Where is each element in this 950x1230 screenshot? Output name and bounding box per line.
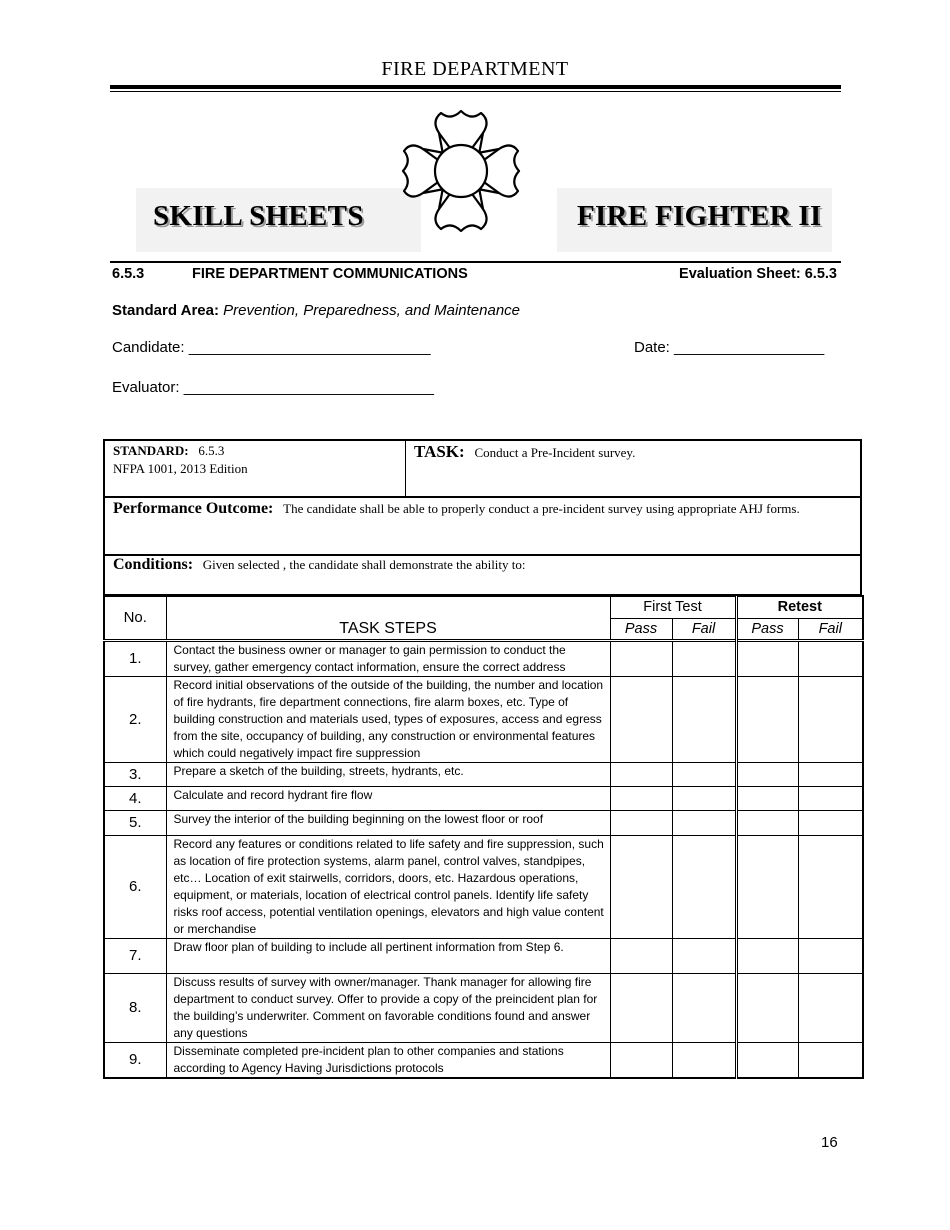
table-row (104, 973, 863, 1042)
table-row (104, 810, 863, 835)
retest-fail-cell[interactable] (798, 640, 863, 676)
first-pass-cell[interactable] (610, 938, 672, 973)
header-retest-pass: Pass (736, 618, 798, 640)
retest-fail-cell[interactable] (798, 1042, 863, 1078)
retest-pass-cell[interactable] (736, 835, 798, 938)
header-retest-fail: Fail (798, 618, 863, 640)
department-title: FIRE DEPARTMENT (381, 58, 569, 80)
header-rule-thin (110, 91, 841, 92)
standard-box-divider (405, 441, 406, 497)
retest-pass-cell[interactable] (736, 938, 798, 973)
first-fail-cell[interactable] (672, 835, 736, 938)
retest-fail-cell[interactable] (798, 810, 863, 835)
step-number: 6. (104, 835, 166, 938)
step-text: Survey the interior of the building beginning on the lowest floor or roof (166, 810, 610, 835)
performance-box (103, 496, 862, 556)
step-text: Discuss results of survey with owner/manager. Thank manager for allowing fire department to conduct survey. Offer to provide a copy of the preincident plan for the building’s underwriter. Comment on favorable conditions found and answer any questions (166, 973, 610, 1042)
conditions-box (103, 554, 862, 596)
retest-pass-cell[interactable] (736, 786, 798, 810)
conditions-line (113, 556, 526, 574)
header-rule-thick (110, 85, 841, 89)
retest-fail-cell[interactable] (798, 676, 863, 762)
banner-skill-sheets: SKILL SHEETS (153, 200, 364, 232)
performance-label: Performance Outcome: (113, 500, 274, 517)
retest-pass-cell[interactable] (736, 810, 798, 835)
retest-pass-cell[interactable] (736, 676, 798, 762)
standard-edition: NFPA 1001, 2013 Edition (113, 461, 248, 476)
table-row (104, 1042, 863, 1078)
standard-area-value: Prevention, Preparedness, and Maintenance (223, 302, 521, 319)
first-fail-cell[interactable] (672, 1042, 736, 1078)
first-pass-cell[interactable] (610, 1042, 672, 1078)
page-number: 16 (821, 1134, 838, 1151)
table-row (104, 938, 863, 973)
section-title: FIRE DEPARTMENT COMMUNICATIONS (192, 266, 468, 282)
first-fail-cell[interactable] (672, 810, 736, 835)
header-first-test: First Test (610, 596, 736, 618)
evaluation-sheet-label: Evaluation Sheet: 6.5.3 (679, 266, 837, 282)
first-pass-cell[interactable] (610, 676, 672, 762)
task-line (414, 442, 635, 462)
header-first-pass: Pass (610, 618, 672, 640)
table-row (104, 835, 863, 938)
retest-pass-cell[interactable] (736, 640, 798, 676)
first-pass-cell[interactable] (610, 810, 672, 835)
header-task-steps: TASK STEPS (166, 596, 610, 640)
section-number: 6.5.3 (112, 266, 145, 282)
first-pass-cell[interactable] (610, 786, 672, 810)
table-row (104, 786, 863, 810)
candidate-field[interactable]: Candidate: _____________________________ (112, 339, 431, 356)
header-no: No. (104, 596, 166, 640)
first-pass-cell[interactable] (610, 762, 672, 786)
first-pass-cell[interactable] (610, 640, 672, 676)
table-row (104, 762, 863, 786)
retest-pass-cell[interactable] (736, 973, 798, 1042)
conditions-text: Given selected , the candidate shall demonstrate the ability to: (202, 557, 526, 572)
standard-area-label: Standard Area: (112, 302, 219, 319)
retest-fail-cell[interactable] (798, 938, 863, 973)
header-first-fail: Fail (672, 618, 736, 640)
step-number: 1. (104, 640, 166, 676)
step-number: 3. (104, 762, 166, 786)
retest-fail-cell[interactable] (798, 786, 863, 810)
task-value: Conduct a Pre-Incident survey. (474, 445, 636, 460)
conditions-label: Conditions: (113, 556, 194, 573)
task-label: TASK: (414, 442, 465, 461)
step-text: Draw floor plan of building to include all pertinent information from Step 6. (166, 938, 610, 973)
step-text: Record initial observations of the outside of the building, the number and location of fire hydrants, fire department connections, fire alarm boxes, etc. Type of building construction and materials used, types of exposures, access and egress from the site, occupancy of building, any construction or environmental features which could negatively impact fire suppression (166, 676, 610, 762)
performance-text: The candidate shall be able to properly conduct a pre-incident survey using appropriate AHJ forms. (283, 501, 800, 516)
first-fail-cell[interactable] (672, 973, 736, 1042)
first-pass-cell[interactable] (610, 835, 672, 938)
retest-pass-cell[interactable] (736, 762, 798, 786)
step-text: Contact the business owner or manager to gain permission to conduct the survey, gather emergency contact information, ensure the correct address (166, 640, 610, 676)
retest-fail-cell[interactable] (798, 762, 863, 786)
standard-area (112, 302, 520, 319)
step-text: Disseminate completed pre-incident plan to other companies and stations according to Agency Having Jurisdictions protocols (166, 1042, 610, 1078)
task-steps-table (103, 595, 864, 1079)
retest-fail-cell[interactable] (798, 973, 863, 1042)
step-number: 7. (104, 938, 166, 973)
step-text: Prepare a sketch of the building, streets, hydrants, etc. (166, 762, 610, 786)
maltese-cross-icon (400, 108, 522, 234)
step-number: 2. (104, 676, 166, 762)
table-row (104, 640, 863, 676)
section-rule (110, 261, 841, 263)
first-fail-cell[interactable] (672, 762, 736, 786)
standard-line (113, 443, 224, 459)
step-number: 8. (104, 973, 166, 1042)
evaluator-field[interactable]: Evaluator: ______________________________ (112, 379, 434, 396)
performance-line (113, 500, 800, 518)
first-fail-cell[interactable] (672, 640, 736, 676)
banner-fire-fighter: FIRE FIGHTER II (577, 200, 822, 232)
standard-label: STANDARD: (113, 443, 189, 458)
step-number: 4. (104, 786, 166, 810)
step-text: Record any features or conditions related to life safety and fire suppression, such as location of fire protection systems, alarm panel, control valves, standpipes, etc… Location of exit stairwells, corridors, doors, etc. Hazardous operations, equipment, or materials, location of electrical control panels. Identify life safety risks roof access, potential ventilation openings, elevators and high value content or merchandise (166, 835, 610, 938)
first-fail-cell[interactable] (672, 938, 736, 973)
date-field[interactable]: Date: __________________ (634, 339, 825, 356)
first-fail-cell[interactable] (672, 676, 736, 762)
first-pass-cell[interactable] (610, 973, 672, 1042)
step-number: 9. (104, 1042, 166, 1078)
step-text: Calculate and record hydrant fire flow (166, 786, 610, 810)
table-row (104, 676, 863, 762)
first-fail-cell[interactable] (672, 786, 736, 810)
step-number: 5. (104, 810, 166, 835)
standard-number: 6.5.3 (198, 443, 225, 458)
retest-fail-cell[interactable] (798, 835, 863, 938)
standard-box (103, 439, 862, 497)
retest-pass-cell[interactable] (736, 1042, 798, 1078)
header-retest: Retest (736, 596, 863, 618)
